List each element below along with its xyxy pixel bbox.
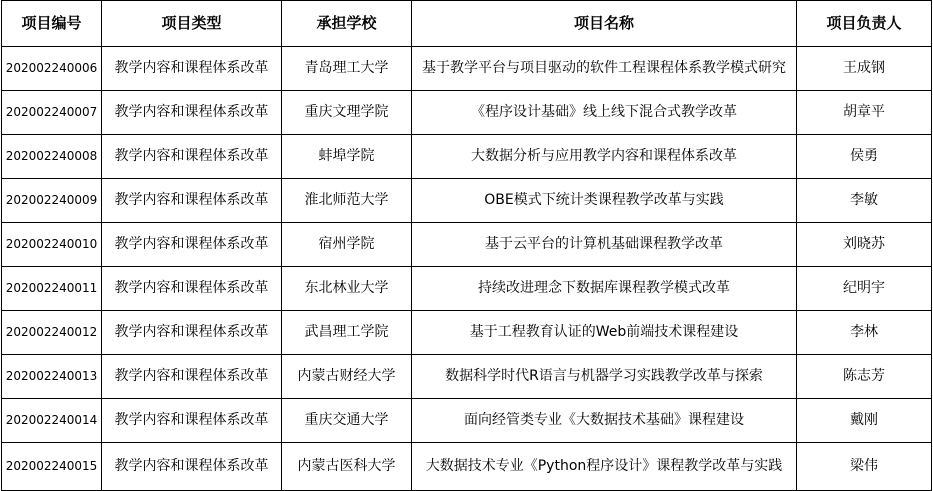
cell-project-leader: 侯勇 xyxy=(797,135,932,179)
cell-project-name: 持续改进理念下数据库课程教学模式改革 xyxy=(412,267,797,311)
cell-school: 内蒙古财经大学 xyxy=(282,355,412,399)
cell-project-type: 教学内容和课程体系改革 xyxy=(102,223,282,267)
cell-project-code: 202002240006 xyxy=(2,47,102,91)
cell-project-name: 基于教学平台与项目驱动的软件工程课程体系教学模式研究 xyxy=(412,47,797,91)
cell-school: 重庆交通大学 xyxy=(282,399,412,443)
table-row xyxy=(2,443,932,491)
cell-project-leader: 王成钢 xyxy=(797,47,932,91)
cell-project-leader: 陈志芳 xyxy=(797,355,932,399)
cell-project-name: 面向经管类专业《大数据技术基础》课程建设 xyxy=(412,399,797,443)
cell-project-code: 202002240015 xyxy=(2,443,102,491)
cell-school: 淮北师范大学 xyxy=(282,179,412,223)
header-row xyxy=(2,1,932,47)
cell-project-type: 教学内容和课程体系改革 xyxy=(102,135,282,179)
table-row xyxy=(2,399,932,443)
table-row xyxy=(2,355,932,399)
cell-school: 重庆文理学院 xyxy=(282,91,412,135)
cell-project-leader: 戴刚 xyxy=(797,399,932,443)
table-row xyxy=(2,47,932,91)
table-row xyxy=(2,267,932,311)
cell-project-name: 大数据技术专业《Python程序设计》课程教学改革与实践 xyxy=(412,443,797,491)
header-project-type: 项目类型 xyxy=(102,1,282,47)
cell-project-name: 数据科学时代R语言与机器学习实践教学改革与探索 xyxy=(412,355,797,399)
table-row xyxy=(2,91,932,135)
cell-school: 东北林业大学 xyxy=(282,267,412,311)
cell-project-name: 大数据分析与应用教学内容和课程体系改革 xyxy=(412,135,797,179)
cell-project-code: 202002240007 xyxy=(2,91,102,135)
cell-project-leader: 纪明宇 xyxy=(797,267,932,311)
table-row xyxy=(2,179,932,223)
cell-project-type: 教学内容和课程体系改革 xyxy=(102,311,282,355)
cell-project-code: 202002240013 xyxy=(2,355,102,399)
cell-project-leader: 胡章平 xyxy=(797,91,932,135)
cell-project-name: 基于云平台的计算机基础课程教学改革 xyxy=(412,223,797,267)
cell-project-code: 202002240010 xyxy=(2,223,102,267)
cell-project-type: 教学内容和课程体系改革 xyxy=(102,355,282,399)
header-project-leader: 项目负责人 xyxy=(797,1,932,47)
cell-project-type: 教学内容和课程体系改革 xyxy=(102,443,282,491)
cell-project-leader: 李林 xyxy=(797,311,932,355)
cell-school: 青岛理工大学 xyxy=(282,47,412,91)
table-row xyxy=(2,223,932,267)
cell-project-code: 202002240009 xyxy=(2,179,102,223)
cell-project-type: 教学内容和课程体系改革 xyxy=(102,91,282,135)
cell-project-name: OBE模式下统计类课程教学改革与实践 xyxy=(412,179,797,223)
cell-school: 内蒙古医科大学 xyxy=(282,443,412,491)
cell-project-type: 教学内容和课程体系改革 xyxy=(102,47,282,91)
cell-project-type: 教学内容和课程体系改革 xyxy=(102,399,282,443)
cell-project-name: 《程序设计基础》线上线下混合式教学改革 xyxy=(412,91,797,135)
cell-project-leader: 梁伟 xyxy=(797,443,932,491)
header-project-name: 项目名称 xyxy=(412,1,797,47)
cell-project-type: 教学内容和课程体系改革 xyxy=(102,267,282,311)
project-table xyxy=(1,0,932,491)
cell-project-type: 教学内容和课程体系改革 xyxy=(102,179,282,223)
cell-project-code: 202002240011 xyxy=(2,267,102,311)
table-row xyxy=(2,135,932,179)
cell-school: 武昌理工学院 xyxy=(282,311,412,355)
cell-project-code: 202002240014 xyxy=(2,399,102,443)
cell-project-leader: 李敏 xyxy=(797,179,932,223)
header-school: 承担学校 xyxy=(282,1,412,47)
header-project-code: 项目编号 xyxy=(2,1,102,47)
cell-project-leader: 刘晓苏 xyxy=(797,223,932,267)
cell-project-name: 基于工程教育认证的Web前端技术课程建设 xyxy=(412,311,797,355)
cell-project-code: 202002240012 xyxy=(2,311,102,355)
table-row xyxy=(2,311,932,355)
cell-school: 蚌埠学院 xyxy=(282,135,412,179)
cell-school: 宿州学院 xyxy=(282,223,412,267)
cell-project-code: 202002240008 xyxy=(2,135,102,179)
